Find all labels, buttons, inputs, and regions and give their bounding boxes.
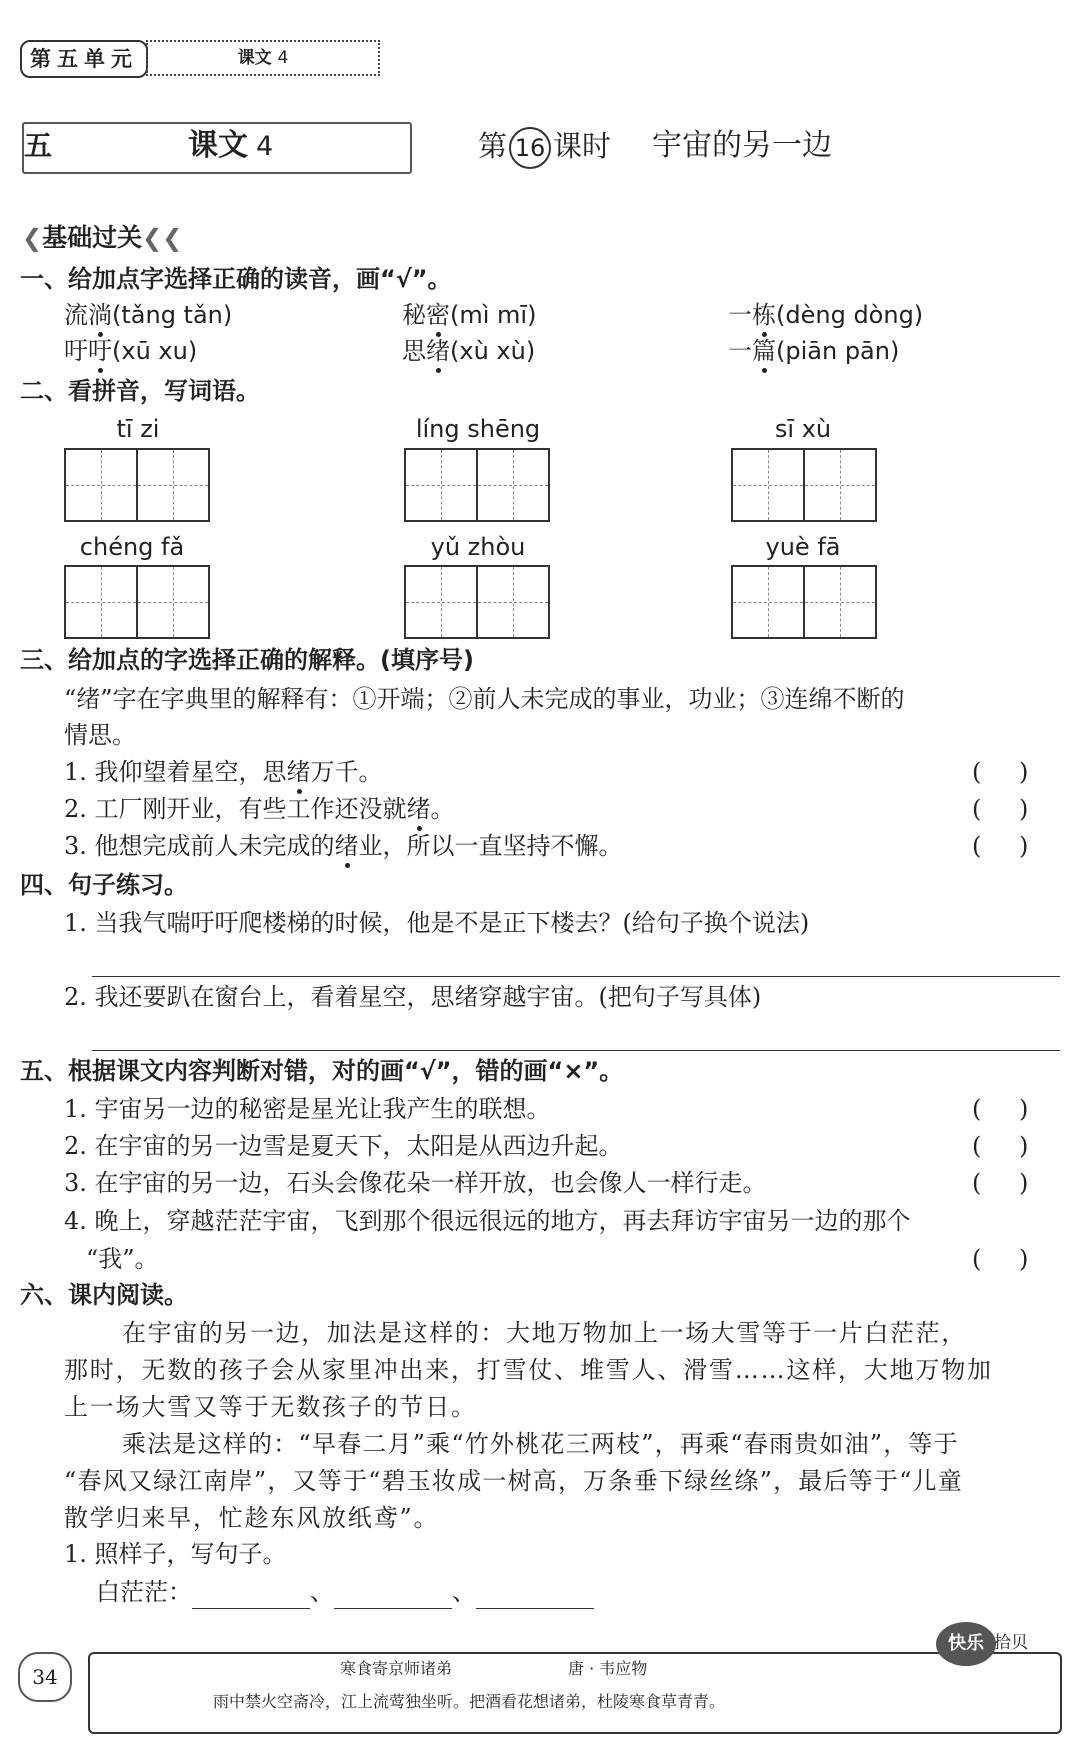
- writing-grid[interactable]: [404, 565, 550, 639]
- q3-dotted-char: 绪: [335, 829, 359, 863]
- q3-item: [64, 755, 383, 789]
- brand-logo: 快乐: [936, 1622, 996, 1666]
- answer-line[interactable]: [92, 1050, 1060, 1051]
- q1-heading: 一、给加点字选择正确的读音，画“√”。: [20, 265, 452, 293]
- writing-grid[interactable]: [64, 448, 210, 522]
- q1-char: 思: [402, 337, 426, 365]
- q3-text: 万千。: [310, 758, 383, 786]
- answer-blank[interactable]: [476, 1578, 594, 1609]
- answer-parentheses[interactable]: ( ): [972, 1132, 1029, 1160]
- q3-text: 1. 我仰望着星空，思: [64, 758, 287, 786]
- answer-parentheses[interactable]: ( ): [972, 1169, 1029, 1197]
- q1-pinyin-options[interactable]: (xù xù): [450, 337, 536, 365]
- unit-tag: 第五单元: [20, 40, 148, 78]
- q3-item: [64, 792, 455, 826]
- q1-char: 秘: [402, 301, 426, 329]
- separator: 、: [310, 1578, 334, 1606]
- q1-pinyin-options[interactable]: (mì mī): [450, 301, 537, 329]
- q1-char: 一: [728, 337, 752, 365]
- example-word: 白茫茫：: [96, 1578, 192, 1606]
- q1-pinyin-options[interactable]: (dèng dòng): [776, 301, 924, 329]
- q3-definition: “绪”字在字典里的解释有：①开端；②前人未完成的事业，功业；③连绵不断的: [64, 685, 905, 713]
- q3-dotted-char: 绪: [407, 792, 431, 826]
- q1-dotted-char: 栋: [752, 298, 776, 332]
- double-chevron-left-icon: ❮❮: [142, 224, 183, 252]
- title-lesson-label: 课文: [188, 128, 248, 163]
- pinyin-label: yuè fā: [765, 533, 841, 561]
- reading-p2-line3: 散学归来早，忙趁东风放纸鸢”。: [64, 1504, 440, 1532]
- q1-dotted-char: 吁: [88, 334, 112, 368]
- q2-heading: 二、看拼音，写词语。: [20, 377, 260, 405]
- separator: 、: [452, 1578, 476, 1606]
- q3-dotted-char: 绪: [287, 755, 311, 789]
- poem-title: 寒食寄京师诸弟: [340, 1659, 453, 1678]
- page-title: 宇宙的另一边: [652, 128, 832, 163]
- poem-body: 雨中禁火空斋冷，江上流莺独坐听。把酒看花想诸弟，杜陵寒食草青青。: [213, 1692, 726, 1711]
- q3-heading: 三、给加点的字选择正确的解释。(填序号): [20, 646, 474, 674]
- q1-dotted-char: 篇: [752, 334, 776, 368]
- reading-p1-line2: 那时，无数的孩子会从家里冲出来，打雪仗、堆雪人、滑雪……这样，大地万物加: [64, 1356, 993, 1384]
- reading-p1-line1: 在宇宙的另一边，加法是这样的：大地万物加上一场大雪等于一片白茫茫，: [122, 1319, 967, 1347]
- q1-pinyin-options[interactable]: (piān pān): [776, 337, 900, 365]
- q1-dotted-char: 绪: [426, 334, 450, 368]
- q5-item: 1. 宇宙另一边的秘密是星光让我产生的联想。: [64, 1095, 551, 1123]
- writing-grid[interactable]: [64, 565, 210, 639]
- q1-item: [64, 298, 232, 332]
- title-lesson-num: 4: [256, 131, 274, 162]
- period-label: [478, 124, 611, 169]
- q3-item: [64, 829, 623, 863]
- answer-parentheses[interactable]: ( ): [972, 1245, 1029, 1273]
- q4-item-1: 1. 当我气喘吁吁爬楼梯的时候，他是不是正下楼去？(给句子换个说法): [64, 909, 810, 937]
- q1-dotted-char: 淌: [88, 298, 112, 332]
- page-number: 34: [18, 1652, 72, 1702]
- q1-item: [402, 298, 536, 332]
- q1-dotted-char: 密: [426, 298, 450, 332]
- q5-item: 4. 晚上，穿越茫茫宇宙，飞到那个很远很远的地方，再去拜访宇宙另一边的那个: [64, 1207, 911, 1235]
- reading-p1-line3: 上一场大雪又等于无数孩子的节日。: [64, 1393, 477, 1421]
- writing-grid[interactable]: [731, 565, 877, 639]
- q3-definition-cont: 情思。: [64, 721, 136, 749]
- banner-label: 基础过关: [42, 223, 143, 252]
- reading-p2-line2: “春风又绿江南岸”，又等于“碧玉妆成一树高，万条垂下绿丝绦”，最后等于“儿童: [64, 1467, 963, 1495]
- q1-char: 流: [64, 301, 88, 329]
- answer-parentheses[interactable]: ( ): [972, 795, 1029, 823]
- writing-grid[interactable]: [731, 448, 877, 522]
- pinyin-label: chéng fǎ: [79, 533, 185, 561]
- lesson-tag-num: 4: [277, 48, 289, 68]
- answer-line[interactable]: [92, 976, 1060, 977]
- period-number: 16: [509, 127, 551, 169]
- q1-item: [728, 334, 899, 368]
- poem-author: 唐 · 韦应物: [568, 1659, 648, 1678]
- q3-text: 3. 他想完成前人未完成的: [64, 832, 335, 860]
- section-banner: [22, 220, 182, 256]
- title-unit: 五: [24, 129, 53, 162]
- q3-text: 业，所以一直坚持不懈。: [358, 832, 623, 860]
- q1-item: [402, 334, 535, 368]
- q5-item: 2. 在宇宙的另一边雪是夏天下，太阳是从西边升起。: [64, 1132, 623, 1160]
- lesson-tag-label: 课文: [237, 48, 272, 68]
- q5-heading: 五、根据课文内容判断对错，对的画“√”，错的画“×”。: [20, 1057, 624, 1085]
- pinyin-label: sī xù: [774, 415, 832, 443]
- answer-parentheses[interactable]: ( ): [972, 832, 1029, 860]
- q5-item: 3. 在宇宙的另一边，石头会像花朵一样开放，也会像人一样行走。: [64, 1169, 767, 1197]
- q1-pinyin-options[interactable]: (tǎng tǎn): [112, 301, 233, 329]
- q4-item-2: 2. 我还要趴在窗台上，看着星空，思绪穿越宇宙。(把句子写具体): [64, 983, 762, 1011]
- q1-item: [64, 334, 197, 368]
- title-lesson: [188, 124, 273, 169]
- pinyin-label: yǔ zhòu: [430, 533, 526, 561]
- q6-sub1: 1. 照样子，写句子。: [64, 1540, 287, 1568]
- writing-grid[interactable]: [404, 448, 550, 522]
- q3-text: 。: [430, 795, 455, 823]
- q1-char: 吁: [64, 337, 88, 365]
- lesson-tag: [146, 40, 380, 76]
- reading-p2-line1: 乘法是这样的：“早春二月”乘“竹外桃花三两枝”，再乘“春雨贵如油”，等于: [122, 1430, 959, 1458]
- q6-example-row: [96, 1575, 594, 1609]
- q1-char: 一: [728, 301, 752, 329]
- period-post: 课时: [553, 129, 612, 163]
- q5-item-4-cont: “我”。: [86, 1245, 159, 1273]
- q1-pinyin-options[interactable]: (xū xu): [112, 337, 198, 365]
- chevron-left-icon: ❮: [22, 224, 43, 252]
- answer-blank[interactable]: [192, 1578, 310, 1609]
- q1-item: [728, 298, 923, 332]
- pinyin-label: líng shēng: [415, 415, 541, 443]
- answer-blank[interactable]: [334, 1578, 452, 1609]
- q3-text: 2. 工厂刚开业，有些工作还没就: [64, 795, 407, 823]
- period-pre: 第: [478, 129, 508, 163]
- q4-heading: 四、句子练习。: [20, 871, 188, 899]
- answer-parentheses[interactable]: ( ): [972, 758, 1029, 786]
- pinyin-label: tī zi: [116, 415, 160, 443]
- q6-heading: 六、课内阅读。: [20, 1281, 188, 1309]
- answer-parentheses[interactable]: ( ): [972, 1095, 1029, 1123]
- brand-logo-text: 拾贝: [994, 1633, 1028, 1653]
